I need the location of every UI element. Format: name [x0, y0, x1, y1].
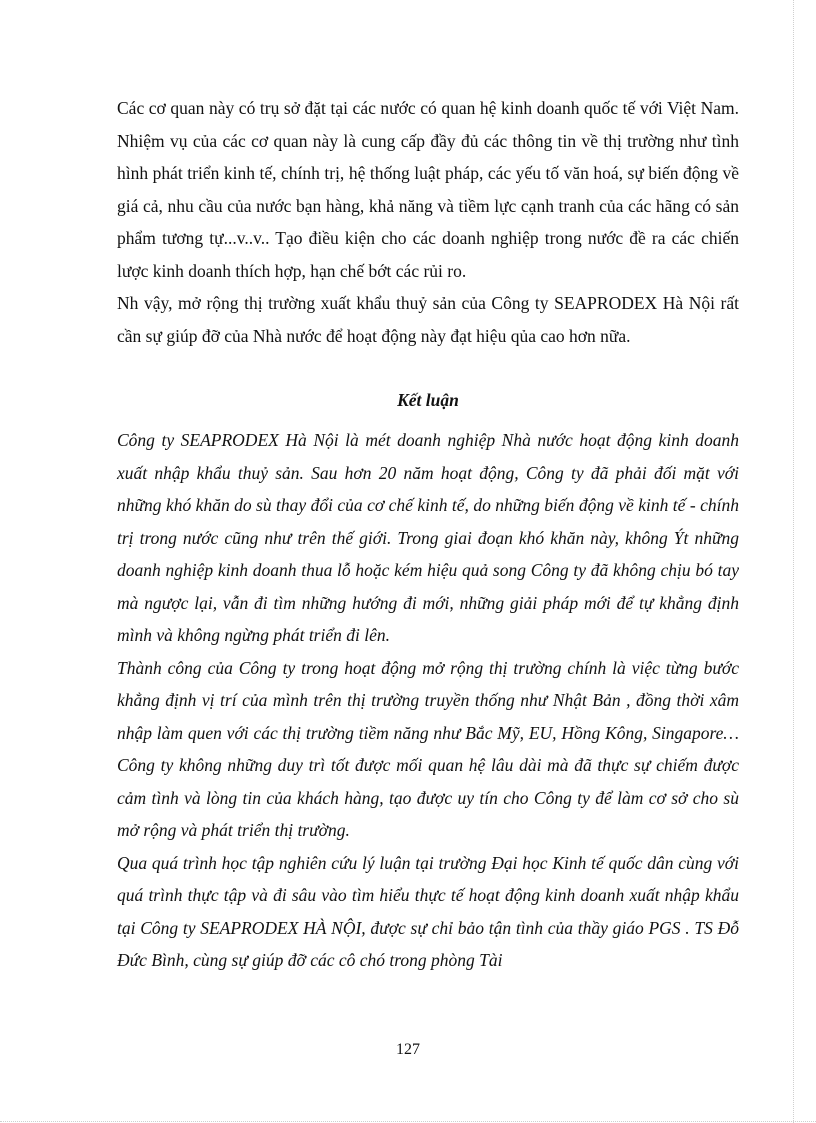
section-heading: Kết luận: [397, 390, 459, 410]
conclusion-paragraph: Thành công của Công ty trong hoạt động mở rộng thị trường chính là việc từng bước khẳng định vị trí của mình trên thị trường truyền thống như Nhật Bản , đồng thời xâm nhập làm quen với các thị trường tiềm năng như Bắc Mỹ, EU, Hồng Kông, Singapore… Công ty không những duy trì tốt được mối quan hệ lâu dài mà đã thực sự chiếm được cảm tình và lòng tin của khách hàng, tạo được uy tín cho Công ty để làm cơ sở cho sù mở rộng và phát triển thị trường.: [117, 657, 739, 840]
conclusion-paragraph: Qua quá trình học tập nghiên cứu lý luận tại trường Đại học Kinh tế quốc dân cùng với quá trình thực tập và đi sâu vào tìm hiểu thực tế hoạt động kinh doanh xuất nhập khẩu tại Công ty SEAPRODEX HÀ NỘI, được sự chỉ bảo tận tình của thầy giáo PGS . TS Đỗ Đức Bình, cùng sự giúp đỡ các cô chó trong phòng Tài: [117, 852, 739, 970]
page-edge-right: [793, 0, 794, 1123]
conclusion-section: [117, 424, 739, 977]
body-paragraph: Các cơ quan này có trụ sở đặt tại các nước có quan hệ kinh doanh quốc tế với Việt Nam. Nhiệm vụ của các cơ quan này là cung cấp đầy đủ các thông tin về thị trường như tình hình phát triển kinh tế, chính trị, hệ thống luật pháp, các yếu tố văn hoá, sự biến động về giá cả, nhu cầu của nước bạn hàng, khả năng và tiềm lực cạnh tranh của các hãng có sản phẩm tương tự...v..v.. Tạo điều kiện cho các doanh nghiệp trong nước đề ra các chiến lược kinh doanh thích hợp, hạn chế bớt các rủi ro.: [117, 98, 739, 281]
conclusion-paragraph: Công ty SEAPRODEX Hà Nội là mét doanh nghiệp Nhà nước hoạt động kinh doanh xuất nhập khẩu thuỷ sản. Sau hơn 20 năm hoạt động, Công ty đã phải đối mặt với những khó khăn do sù thay đổi của cơ chế kinh tế, do những biến động về kinh tế - chính trị trong nước cũng như trên thế giới. Trong giai đoạn khó khăn này, không Ýt những doanh nghiệp kinh doanh thua lỗ hoặc kém hiệu quả song Công ty đã không chịu bó tay mà ngược lại, vẫn đi tìm những hướng đi mới, những giải pháp mới để tự khẳng định mình và không ngừng phát triển đi lên.: [117, 430, 739, 645]
body-paragraph: Nh vậy, mở rộng thị trường xuất khẩu thuỷ sản của Công ty SEAPRODEX Hà Nội rất cần sự giúp đỡ của Nhà nước để hoạt động này đạt hiệu qủa cao hơn nữa.: [117, 293, 739, 346]
page-number: 127: [396, 1041, 420, 1058]
body-section: [117, 92, 739, 352]
page-edge-bottom: [0, 1121, 816, 1122]
page-body: [117, 92, 739, 977]
